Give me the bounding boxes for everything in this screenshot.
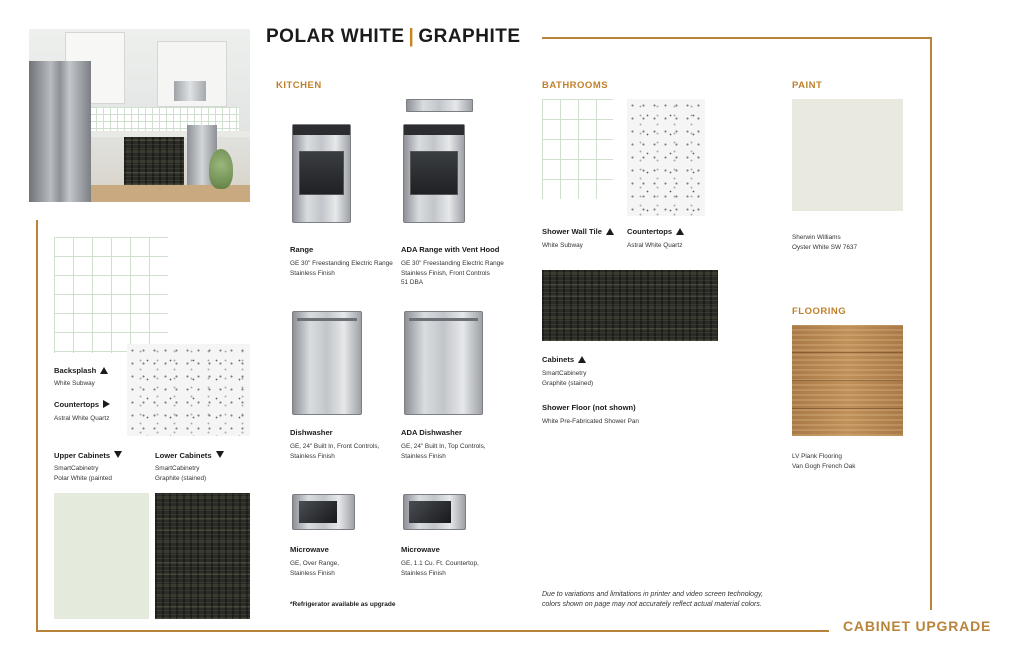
ada-range-desc: GE 30" Freestanding Electric Range Stainless Finish, Front Controls 51 DBA (401, 260, 504, 286)
backsplash-swatch (54, 237, 168, 353)
ada-dishwasher-image (404, 311, 483, 415)
backsplash-desc: White Subway (54, 380, 95, 387)
shower-wall-tile-desc: White Subway (542, 242, 583, 249)
lower-cabinets-label: Lower Cabinets (155, 451, 224, 460)
dishwasher-label: Dishwasher (290, 428, 333, 437)
range-oven-window (299, 151, 344, 195)
countertop-microwave-image (403, 494, 466, 530)
frame-top-line (542, 37, 932, 39)
ada-range-oven-window (410, 151, 458, 195)
bath-countertops-desc: Astral White Quartz (627, 242, 683, 249)
arrow-right-icon (103, 400, 110, 408)
countertops-desc: Astral White Quartz (54, 415, 110, 422)
shower-floor-label: Shower Floor (not shown) (542, 403, 636, 412)
arrow-down-icon (114, 451, 122, 458)
section-flooring: FLOORING (792, 306, 847, 317)
bath-cabinets-desc: SmartCabinetry Graphite (stained) (542, 370, 594, 387)
ada-range-label: ADA Range with Vent Hood (401, 245, 500, 254)
countertop-microwave-label: Microwave (401, 545, 440, 554)
range-cooktop (293, 125, 350, 135)
vent-hood-image (406, 99, 473, 112)
range-label: Range (290, 245, 314, 254)
flooring-desc: LV Plank Flooring Van Gogh French Oak (792, 453, 856, 470)
kitchen-photo (29, 29, 250, 202)
photo-hood-microwave (174, 81, 206, 101)
frame-bottom-line (36, 630, 829, 632)
dishwasher-desc: GE, 24" Built In, Front Controls, Stainless Finish (290, 443, 380, 460)
backsplash-label: Backsplash (54, 366, 108, 375)
range-desc: GE 30" Freestanding Electric Range Stainless Finish (290, 260, 393, 277)
flooring-swatch (792, 325, 903, 436)
countertops-label: Countertops (54, 400, 110, 409)
frame-right-line (930, 37, 932, 610)
shower-wall-tile-swatch (542, 99, 613, 199)
dishwasher-image (292, 311, 362, 415)
countertop-microwave-desc: GE, 1.1 Cu. Ft. Countertop, Stainless Finish (401, 560, 479, 577)
bath-countertops-label: Countertops (627, 227, 684, 236)
arrow-up-icon (100, 367, 108, 374)
ada-range-cooktop (404, 125, 464, 135)
microwave-image (292, 494, 355, 530)
arrow-down-icon (216, 451, 224, 458)
range-image (292, 124, 351, 223)
countertop-swatch (127, 344, 250, 436)
section-kitchen: KITCHEN (276, 80, 322, 91)
upper-cabinets-label: Upper Cabinets (54, 451, 122, 460)
ada-dishwasher-label: ADA Dishwasher (401, 428, 462, 437)
ada-range-image (403, 124, 465, 223)
cabinet-upgrade-badge: CABINET UPGRADE (843, 618, 992, 634)
dishwasher-handle (297, 318, 357, 321)
frame-left-line (36, 220, 38, 632)
graphite-swatch (155, 493, 250, 619)
microwave-label: Microwave (290, 545, 329, 554)
title-right: GRAPHITE (418, 26, 521, 47)
disclaimer: Due to variations and limitations in printer and video screen technology, colors shown on page may not accurately reflect actual material colors. (542, 591, 763, 608)
photo-lower-cabinets (124, 137, 184, 185)
section-paint: PAINT (792, 80, 823, 91)
arrow-up-icon (578, 356, 586, 363)
photo-refrigerator (29, 61, 91, 202)
photo-plant (209, 149, 233, 189)
title-left: POLAR WHITE (266, 26, 405, 47)
arrow-up-icon (606, 228, 614, 235)
microwave-window (299, 501, 337, 523)
refrigerator-note: *Refrigerator available as upgrade (290, 601, 396, 608)
section-bathrooms: BATHROOMS (542, 80, 609, 91)
arrow-up-icon (676, 228, 684, 235)
ada-dishwasher-desc: GE, 24" Built In, Top Controls, Stainless Finish (401, 443, 486, 460)
title-separator: | (408, 26, 415, 47)
ada-dishwasher-handle (409, 318, 478, 321)
bath-cabinets-swatch (542, 270, 718, 341)
countertop-microwave-window (409, 501, 451, 523)
paint-desc: Sherwin Williams Oyster White SW 7637 (792, 234, 857, 251)
polar-white-swatch (54, 493, 149, 619)
paint-swatch (792, 99, 903, 211)
page-title (266, 26, 521, 48)
lower-cabinets-desc: SmartCabinetry Graphite (stained) (155, 465, 207, 482)
upper-cabinets-desc: SmartCabinetry Polar White (painted (54, 465, 112, 482)
bath-cabinets-label: Cabinets (542, 355, 586, 364)
microwave-desc: GE, Over Range, Stainless Finish (290, 560, 340, 577)
bath-countertop-swatch (627, 99, 705, 216)
shower-floor-desc: White Pre-Fabricated Shower Pan (542, 418, 639, 425)
shower-wall-tile-label: Shower Wall Tile (542, 227, 614, 236)
